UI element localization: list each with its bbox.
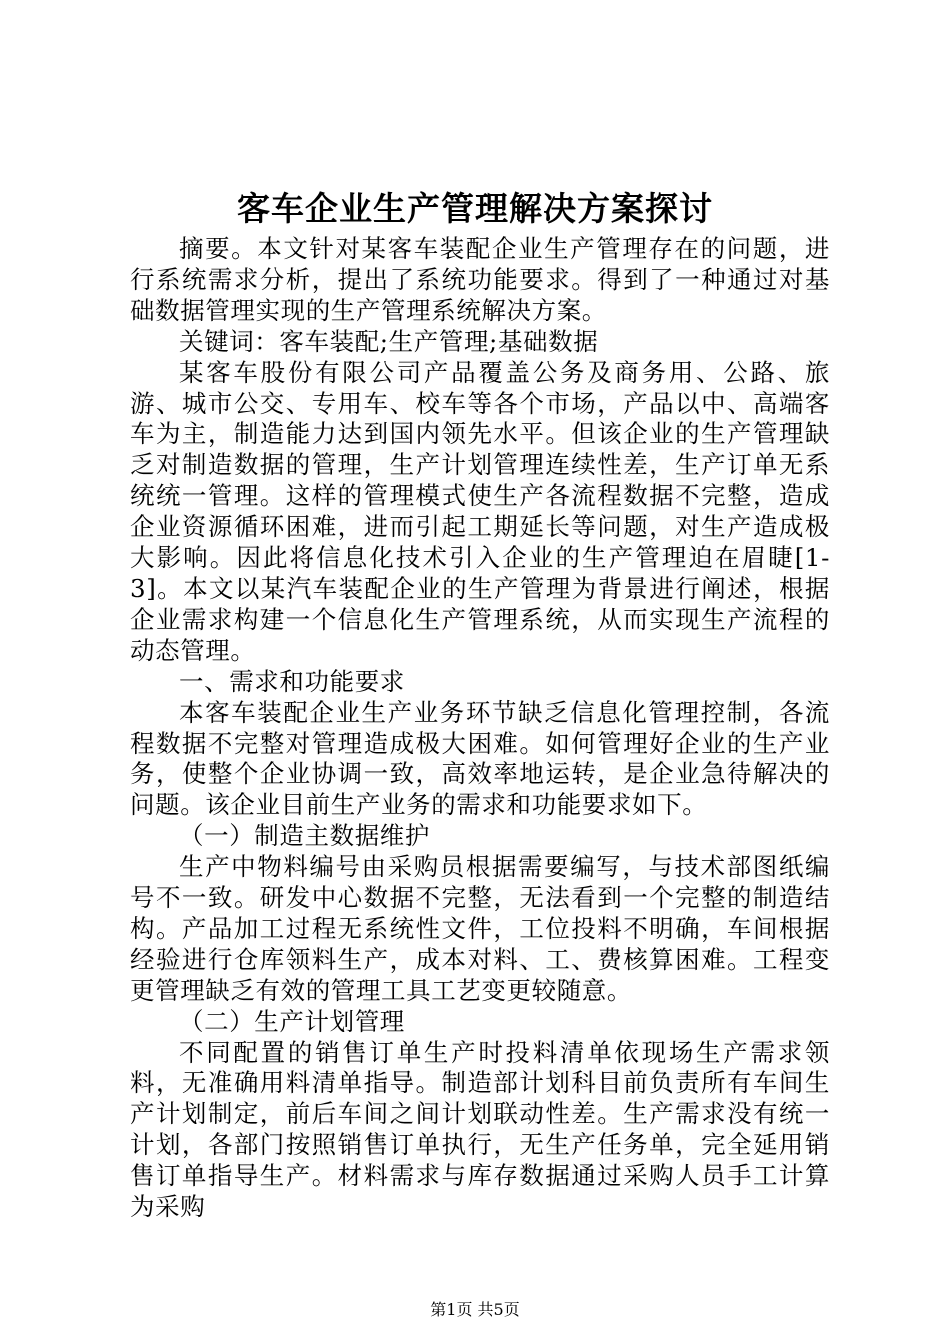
- page-footer: 第1页 共5页: [430, 1300, 520, 1319]
- body-paragraph: 不同配置的销售订单生产时投料清单依现场生产需求领料，无准确用料清单指导。制造部计划科目前负责所有车间生产计划制定，前后车间之间计划联动性差。生产需求没有统一计划，各部门按照销售订单执行，无生产任务单，完全延用销售订单指导生产。材料需求与库存数据通过采购人员手工计算为采购: [130, 1037, 830, 1222]
- intro-paragraph: 某客车股份有限公司产品覆盖公务及商务用、公路、旅游、城市公交、专用车、校车等各个市场，产品以中、高端客车为主，制造能力达到国内领先水平。但该企业的生产管理缺乏对制造数据的管理，生产计划管理连续性差，生产订单无系统统一管理。这样的管理模式使生产各流程数据不完整，造成企业资源循环困难，进而引起工期延长等问题，对生产造成极大影响。因此将信息化技术引入企业的生产管理迫在眉睫[1-3]。本文以某汽车装配企业的生产管理为背景进行阐述，根据企业需求构建一个信息化生产管理系统，从而实现生产流程的动态管理。: [130, 357, 830, 665]
- document-title: 客车企业生产管理解决方案探讨: [237, 189, 713, 228]
- body-paragraph: 本客车装配企业生产业务环节缺乏信息化管理控制，各流程数据不完整对管理造成极大困难。如何管理好企业的生产业务，使整个企业协调一致，高效率地运转，是企业急待解决的问题。该企业目前生产业务的需求和功能要求如下。: [130, 697, 830, 820]
- section-heading: 一、需求和功能要求: [179, 666, 405, 696]
- keywords-paragraph: 关键词：客车装配;生产管理;基础数据: [179, 326, 599, 356]
- subsection-heading: （二）生产计划管理: [179, 1006, 405, 1036]
- body-paragraph: 生产中物料编号由采购员根据需要编写，与技术部图纸编号不一致。研发中心数据不完整，无法看到一个完整的制造结构。产品加工过程无系统性文件，工位投料不明确，车间根据经验进行仓库领料生产，成本对料、工、费核算困难。工程变更管理缺乏有效的管理工具工艺变更较随意。: [130, 852, 830, 1005]
- document-body: [130, 234, 830, 1223]
- abstract-paragraph: 摘要。本文针对某客车装配企业生产管理存在的问题，进行系统需求分析，提出了系统功能要求。得到了一种通过对基础数据管理实现的生产管理系统解决方案。: [130, 234, 830, 325]
- subsection-heading: （一）制造主数据维护: [179, 821, 430, 851]
